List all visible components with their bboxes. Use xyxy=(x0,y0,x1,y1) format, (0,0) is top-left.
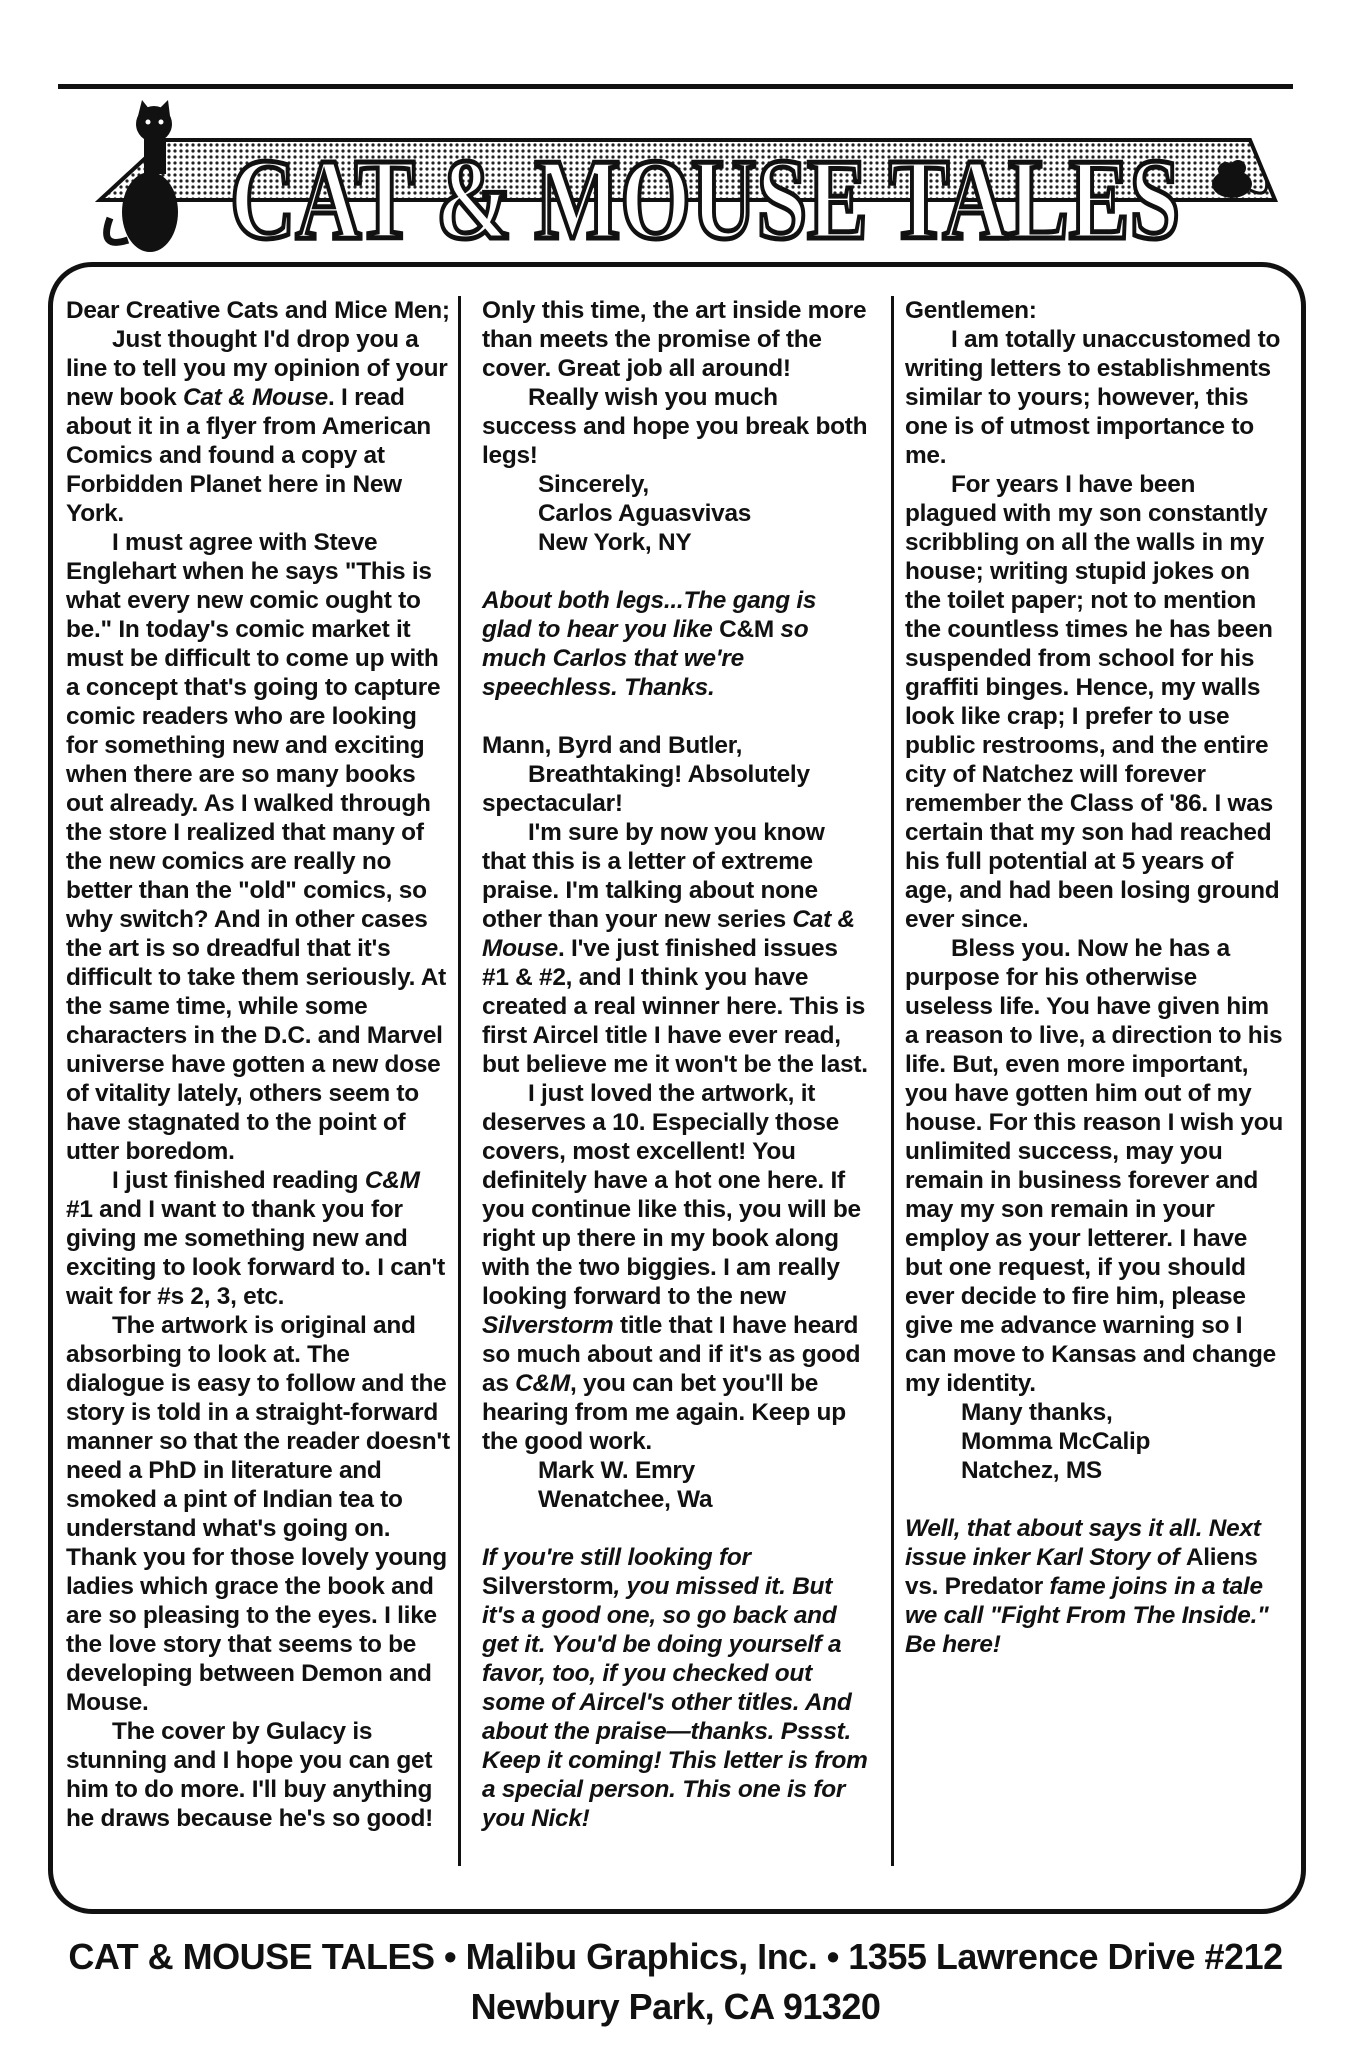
letter-column-3 xyxy=(905,296,1285,1659)
masthead-banner xyxy=(70,100,1285,264)
letter-paragraph: Breathtaking! Absolutely spectacular! xyxy=(482,761,810,817)
letter-salutation: Gentlemen: xyxy=(905,297,1037,324)
masthead-title: CAT & MOUSE TALES xyxy=(230,136,1180,264)
letter-paragraph: The artwork is original and absorbing to look at. The dialogue is easy to follow and the story is told in a straight-forward manner so that the reader doesn't need a PhD in literature and smoked a pint of Indian tea to understand what's going on. Thank you for those lovely young ladies which grace the book and are so pleasing to the eyes. I like the love story that seems to be developing between Demon and Mouse. xyxy=(66,1312,450,1716)
column-divider xyxy=(458,296,461,1866)
letter-signer: Carlos Aguasvivas xyxy=(538,500,752,527)
letter-signer: Mark W. Emry xyxy=(538,1457,695,1484)
column-divider xyxy=(891,296,894,1866)
letter-paragraph: The cover by Gulacy is stunning and I hope you can get him to do more. I'll buy anything he draws because he's so good! xyxy=(66,1718,433,1832)
letter-salutation: Dear Creative Cats and Mice Men; xyxy=(66,297,450,324)
letter-column-2 xyxy=(482,296,868,1833)
top-rule xyxy=(58,84,1293,89)
letter-signer: Momma McCalip xyxy=(961,1428,1151,1455)
letter-paragraph: Bless you. Now he has a purpose for his otherwise useless life. You have given him a reason to live, a direction to his life. But, even more important, you have gotten him out of my house. For this reason I wish you unlimited success, may you remain in business forever and may my son remain in your employ as your letterer. I have but one request, if you should ever decide to fire him, please give me advance warning so I can move to Kansas and change my identity. xyxy=(905,935,1283,1397)
letter-paragraph: I just loved the artwork, it deserves a 10. Especially those covers, most excellent! You definitely have a hot one here. If you continue like this, you will be right up there in my book along with the two biggies. I am really looking forward to the new Silverstorm title that I have heard so much about and if it's as good as C&M, you can bet you'll be hearing from me again. Keep up the good work. xyxy=(482,1080,861,1455)
letter-paragraph: I just finished reading C&M #1 and I want to thank you for giving me something new and exciting to look forward to. I can't wait for #s 2, 3, etc. xyxy=(66,1167,445,1310)
letter-paragraph: For years I have been plagued with my son constantly scribbling on all the walls in my house; writing stupid jokes on the toilet paper; not to mention the countless times he has been suspended from school for his graffiti binges. Hence, my walls look like crap; I prefer to use public restrooms, and the entire city of Natchez will forever remember the Class of '86. I was certain that my son had reached his full potential at 5 years of age, and had been losing ground ever since. xyxy=(905,471,1280,933)
letter-column-1 xyxy=(66,296,452,1833)
letter-paragraph: Only this time, the art inside more than meets the promise of the cover. Great job all around! xyxy=(482,297,867,382)
editor-reply: About both legs...The gang is glad to hear you like C&M so much Carlos that we're speechless. Thanks. xyxy=(482,587,817,701)
letter-paragraph: Really wish you much success and hope you break both legs! xyxy=(482,384,868,469)
letter-paragraph: I'm sure by now you know that this is a letter of extreme praise. I'm talking about none other than your new series Cat & Mouse. I've just finished issues #1 & #2, and I think you have created a real winner here. This is first Aircel title I have ever read, but believe me it won't be the last. xyxy=(482,819,868,1078)
letter-paragraph: I must agree with Steve Englehart when he says "This is what every new comic ought to be." In today's comic market it must be difficult to come up with a concept that's going to capture comic readers who are looking for something new and exciting when there are so many books out already. As I walked through the store I realized that many of the new comics are really no better than the "old" comics, so why switch? And in other cases the art is so dreadful that it's difficult to take them seriously. At the same time, while some characters in the D.C. and Marvel universe have gotten a new dose of vitality lately, others seem to have stagnated to the point of utter boredom. xyxy=(66,529,446,1165)
letter-location: New York, NY xyxy=(538,529,692,556)
letter-closing: Sincerely, xyxy=(538,471,649,498)
letter-location: Wenatchee, Wa xyxy=(538,1486,713,1513)
letter-paragraph: I am totally unaccustomed to writing letters to establishments similar to yours; however, this one is of utmost importance to me. xyxy=(905,326,1281,469)
publisher-footer xyxy=(0,1932,1351,2032)
letter-paragraph: Just thought I'd drop you a line to tell you my opinion of your new book Cat & Mouse. I read about it in a flyer from American Comics and found a copy at Forbidden Planet here in New York. xyxy=(66,326,448,527)
letter-salutation: Mann, Byrd and Butler, xyxy=(482,732,743,759)
letter-location: Natchez, MS xyxy=(961,1457,1102,1484)
footer-address-line-1: CAT & MOUSE TALES • Malibu Graphics, Inc. • 1355 Lawrence Drive #212 xyxy=(68,1936,1283,1977)
footer-address-line-2: Newbury Park, CA 91320 xyxy=(470,1986,881,2027)
letter-closing: Many thanks, xyxy=(961,1399,1113,1426)
editor-reply: If you're still looking for Silverstorm, you missed it. But it's a good one, so go back and get it. You'd be doing yourself a favor, too, if you checked out some of Aircel's other titles. And about the praise—thanks. Pssst. Keep it coming! This letter is from a special person. This one is for you Nick! xyxy=(482,1544,868,1832)
editor-reply: Well, that about says it all. Next issue inker Karl Story of Aliens vs. Predator fame joins in a tale we call "Fight From The Inside." Be here! xyxy=(905,1515,1269,1658)
